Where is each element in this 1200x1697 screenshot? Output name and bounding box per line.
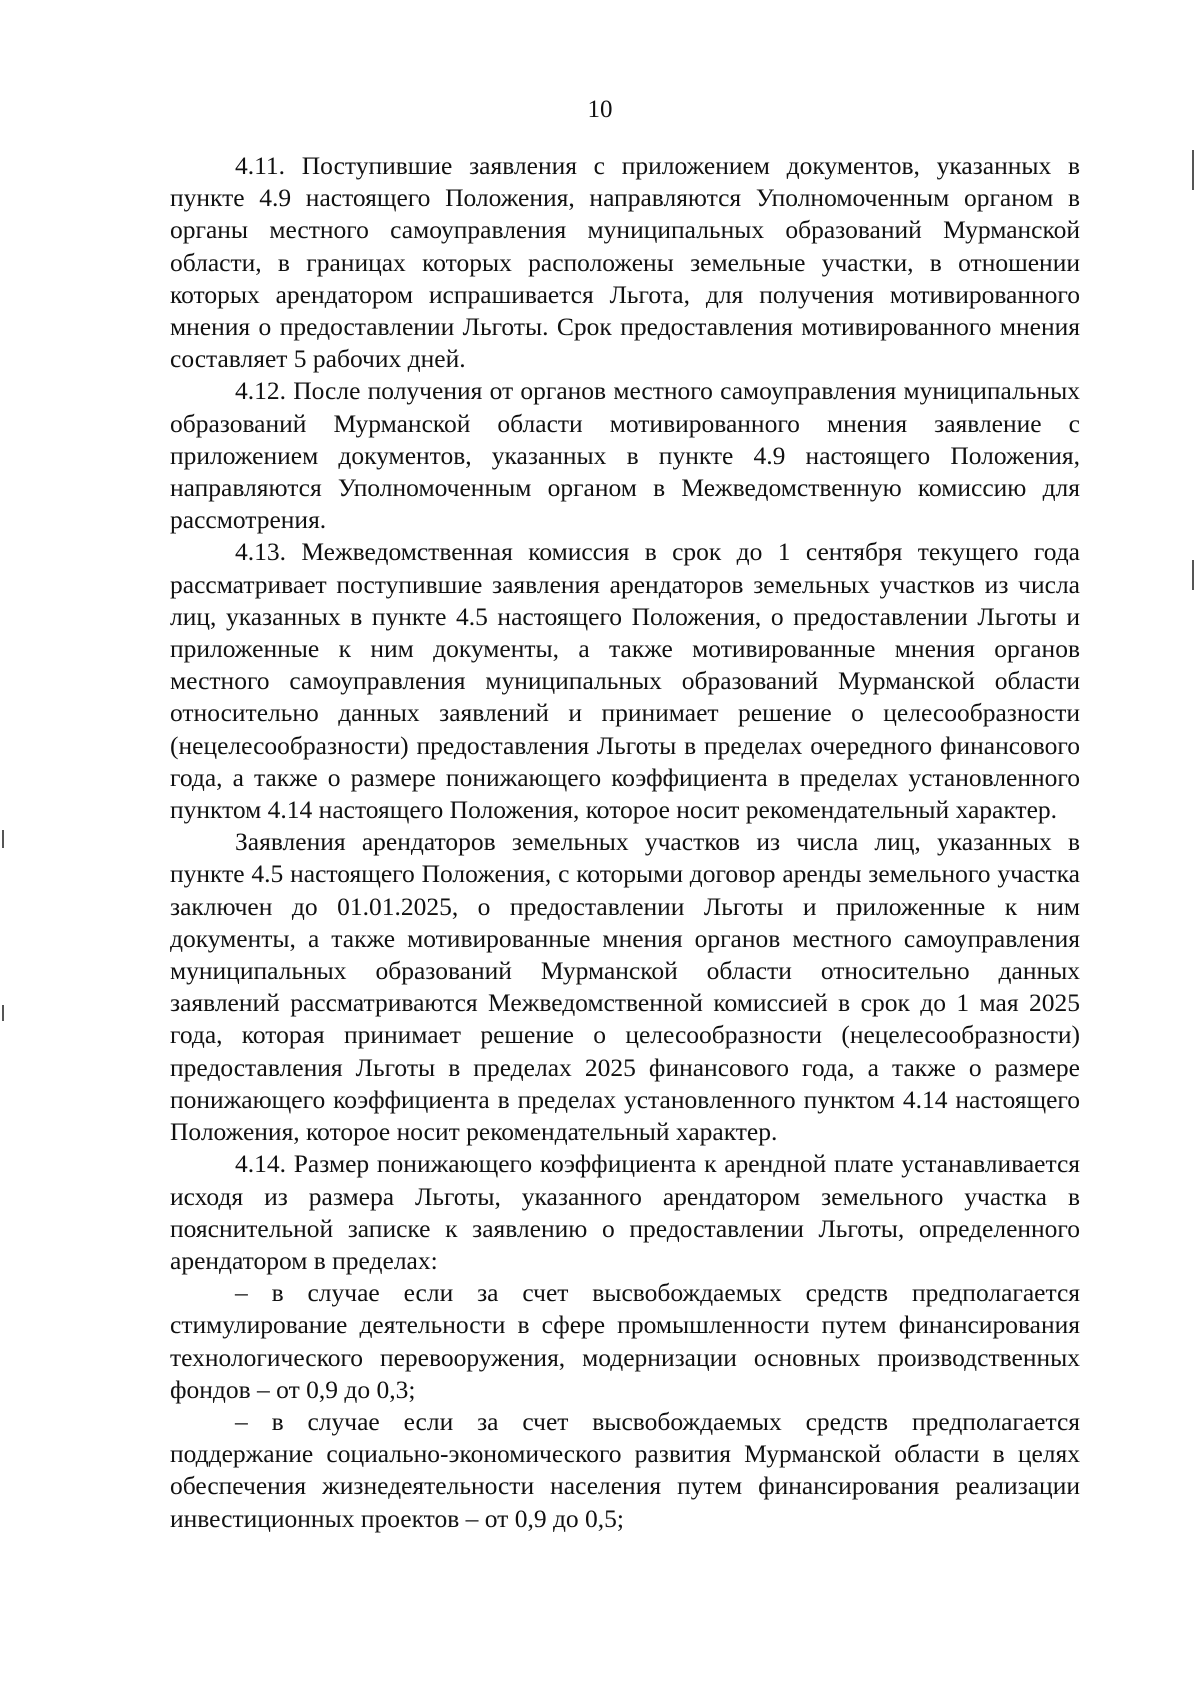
paragraph-4-13: 4.13. Межведомственная комиссия в срок до 1 сентября текущего года рассматривает поступившие заявления арендаторов земельных участков из числа лиц, указанных в пункте 4.5 настоящего Положения, о предоставлении Льготы и приложенные к ним документы, а также мотивированные мнения органов местного самоуправления муниципальных образований Мурманской области относительно данных заявлений и принимает решение о целесообразности (нецелесообразности) предоставления Льготы в пределах очередного финансового года, а также о размере понижающего коэффициента в пределах установленного пунктом 4.14 настоящего Положения, которое носит рекомендательный характер. (170, 537, 1080, 825)
scan-edge-mark (2, 1005, 4, 1021)
page-number: 10 (587, 96, 613, 123)
paragraph-4-14: 4.14. Размер понижающего коэффициента к арендной плате устанавливается исходя из размера Льготы, указанного арендатором земельного участка в пояснительной записке к заявлению о предоставлении Льготы, определенного арендатором в пределах: (170, 1149, 1080, 1275)
paragraph-4-11: 4.11. Поступившие заявления с приложением документов, указанных в пункте 4.9 настоящего Положения, направляются Уполномоченным органом в органы местного самоуправления муниципальных образований Мурманской области, в границах которых расположены земельные участки, в отношении которых арендатором испрашивается Льгота, для получения мотивированного мнения о предоставлении Льготы. Срок предоставления мотивированного мнения составляет 5 рабочих дней. (170, 151, 1080, 374)
document-body (170, 150, 1080, 1535)
list-item-investment: – в случае если за счет высвобождаемых средств предполагается поддержание социально-экономического развития Мурманской области в целях обеспечения жизнедеятельности населения путем финансирования реализации инвестиционных проектов – от 0,9 до 0,5; (170, 1406, 1080, 1533)
scan-edge-mark (1192, 560, 1194, 590)
paragraph-applications-2025: Заявления арендаторов земельных участков из числа лиц, указанных в пункте 4.5 настоящего Положения, с которыми договор аренды земельного участка заключен до 01.01.2025, о предоставлении Льготы и приложенные к ним документы, а также мотивированные мнения органов местного самоуправления муниципальных образований Мурманской области относительно данных заявлений рассматриваются Межведомственной комиссией в срок до 1 мая 2025 года, которая принимает решение о целесообразности (нецелесообразности) предоставления Льготы в пределах 2025 финансового года, а также о размере понижающего коэффициента в пределах установленного пунктом 4.14 настоящего Положения, которое носит рекомендательный характер. (170, 827, 1080, 1147)
list-item-industry: – в случае если за счет высвобождаемых средств предполагается стимулирование деятельности в сфере промышленности путем финансирования технологического перевооружения, модернизации основных производственных фондов – от 0,9 до 0,3; (170, 1278, 1080, 1404)
paragraph-4-12: 4.12. После получения от органов местного самоуправления муниципальных образований Мурманской области мотивированного мнения заявление с приложением документов, указанных в пункте 4.9 настоящего Положения, направляются Уполномоченным органом в Межведомственную комиссию для рассмотрения. (170, 376, 1080, 535)
scan-edge-mark (2, 830, 4, 848)
scan-edge-mark (1192, 150, 1194, 190)
